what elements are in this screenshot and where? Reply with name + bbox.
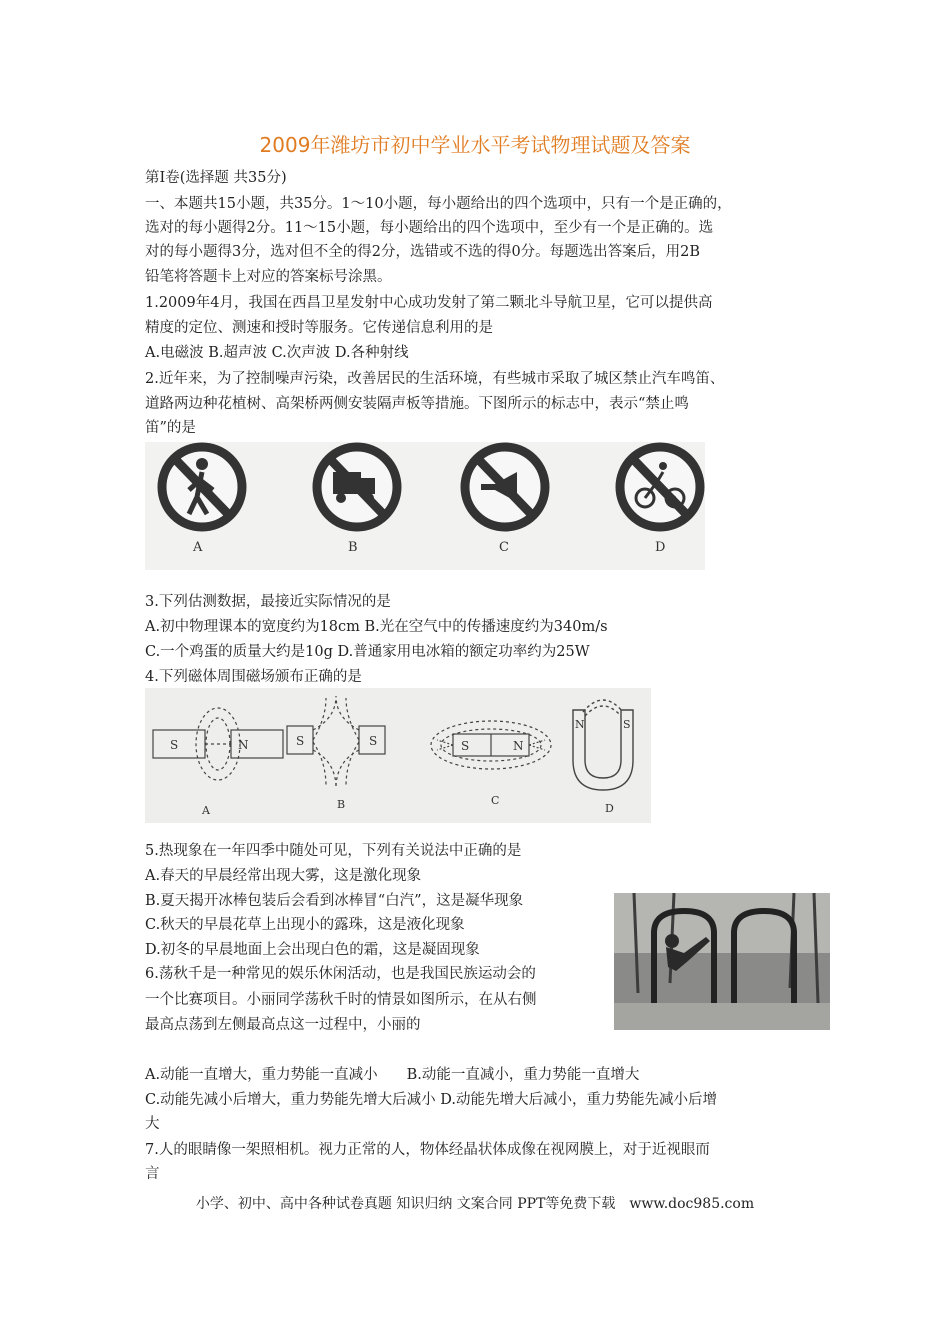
magnet-pole-label: N (238, 738, 249, 752)
magnet-pole-label: S (623, 718, 631, 731)
question-1-line: 1.2009年4月，我国在西昌卫星发射中心成功发射了第二颗北斗导航卫星，它可以提供高 (145, 295, 713, 311)
question-5-option: A.春天的早晨经常出现大雾，这是激化现象 (145, 868, 422, 884)
question-3-options: C.一个鸡蛋的质量大约是10g D.普通家用电冰箱的额定功率约为25W (145, 644, 590, 660)
no-truck-sign-icon (317, 447, 397, 527)
magnet-pole-label: S (170, 738, 179, 752)
question-6-line: 最高点荡到左侧最高点这一过程中，小丽的 (145, 1017, 421, 1033)
traffic-signs-figure (145, 442, 705, 570)
sign-label: A (193, 540, 203, 555)
sign-label: C (499, 540, 509, 555)
question-1-options: A.电磁波 B.超声波 C.次声波 D.各种射线 (145, 345, 409, 361)
document-title: 2009年潍坊市初中学业水平考试物理试题及答案 (259, 133, 691, 157)
magnet-pole-label: N (513, 739, 524, 753)
question-6-option: 大 (145, 1116, 160, 1132)
diagram-label: B (337, 798, 346, 811)
diagram-label: A (202, 804, 210, 817)
magnet-pole-label: S (461, 739, 470, 753)
question-7-line: 7.人的眼睛像一架照相机。视力正常的人，物体经晶状体成像在视网膜上，对于近视眼而 (145, 1142, 710, 1158)
question-2-line: 道路两边种花植树、高架桥两侧安装隔声板等措施。下图所示的标志中，表示“禁止鸣 (145, 396, 689, 412)
question-6-line: 一个比赛项目。小丽同学荡秋千时的情景如图所示，在从右侧 (145, 992, 537, 1008)
instruction-line: 对的每小题得3分，选对但不全的得2分，选错或不选的得0分。每题选出答案后，用2B (145, 244, 701, 260)
question-5-option: D.初冬的早晨地面上会出现白色的霜，这是凝固现象 (145, 942, 480, 958)
diagram-label: D (605, 802, 614, 815)
no-bicycle-sign-icon (620, 447, 700, 527)
question-2-line: 2.近年来，为了控制噪声污染，改善居民的生活环境，有些城市采取了城区禁止汽车鸣笛、 (145, 371, 725, 387)
sign-label: D (655, 540, 666, 555)
magnet-d-diagram (573, 700, 633, 790)
sign-label: B (348, 540, 358, 555)
question-6-line: 6.荡秋千是一种常见的娱乐休闲活动，也是我国民族运动会的 (145, 966, 536, 982)
magnet-c-diagram (431, 721, 551, 769)
instruction-line: 选对的每小题得2分。11～15小题，每小题给出的四个选项中，至少有一个是正确的。选 (145, 220, 714, 236)
swing-photo (614, 893, 830, 1030)
magnetic-field-figure (145, 688, 651, 823)
question-5-line: 5.热现象在一年四季中随处可见，下列有关说法中正确的是 (145, 843, 522, 859)
magnet-pole-label: S (296, 734, 305, 748)
question-7-line: 言 (145, 1166, 160, 1182)
question-1-line: 精度的定位、测速和授时等服务。它传递信息利用的是 (145, 320, 493, 336)
instruction-line: 铅笔将答题卡上对应的答案标号涂黑。 (145, 269, 392, 285)
question-6-option: A.动能一直增大，重力势能一直减小 B.动能一直减小，重力势能一直增大 (145, 1067, 640, 1083)
page-footer: 小学、初中、高中各种试卷真题 知识归纳 文案合同 PPT等免费下载 www.doc985.com (195, 1196, 755, 1212)
question-3-options: A.初中物理课本的宽度约为18cm B.光在空气中的传播速度约为340m/s (145, 619, 608, 635)
question-3-line: 3.下列估测数据，最接近实际情况的是 (145, 594, 391, 610)
question-5-option: B.夏天揭开冰棒包装后会看到冰棒冒“白汽”，这是凝华现象 (145, 893, 524, 909)
diagram-label: C (491, 794, 500, 807)
question-6-option: C.动能先减小后增大，重力势能先增大后减小 D.动能先增大后减小，重力势能先减小后增 (145, 1092, 718, 1108)
no-horn-sign-icon (465, 447, 545, 527)
no-pedestrian-sign-icon (162, 447, 242, 527)
question-2-line: 笛”的是 (145, 420, 196, 436)
question-5-option: C.秋天的早晨花草上出现小的露珠，这是液化现象 (145, 917, 465, 933)
magnet-pole-label: N (575, 718, 585, 731)
section-header: 第Ⅰ卷(选择题 共35分) (145, 170, 287, 186)
magnet-pole-label: S (369, 734, 378, 748)
question-4-line: 4.下列磁体周围磁场颁布正确的是 (145, 669, 362, 685)
instruction-line: 一、本题共15小题，共35分。1～10小题，每小题给出的四个选项中，只有一个是正确的， (145, 196, 732, 212)
